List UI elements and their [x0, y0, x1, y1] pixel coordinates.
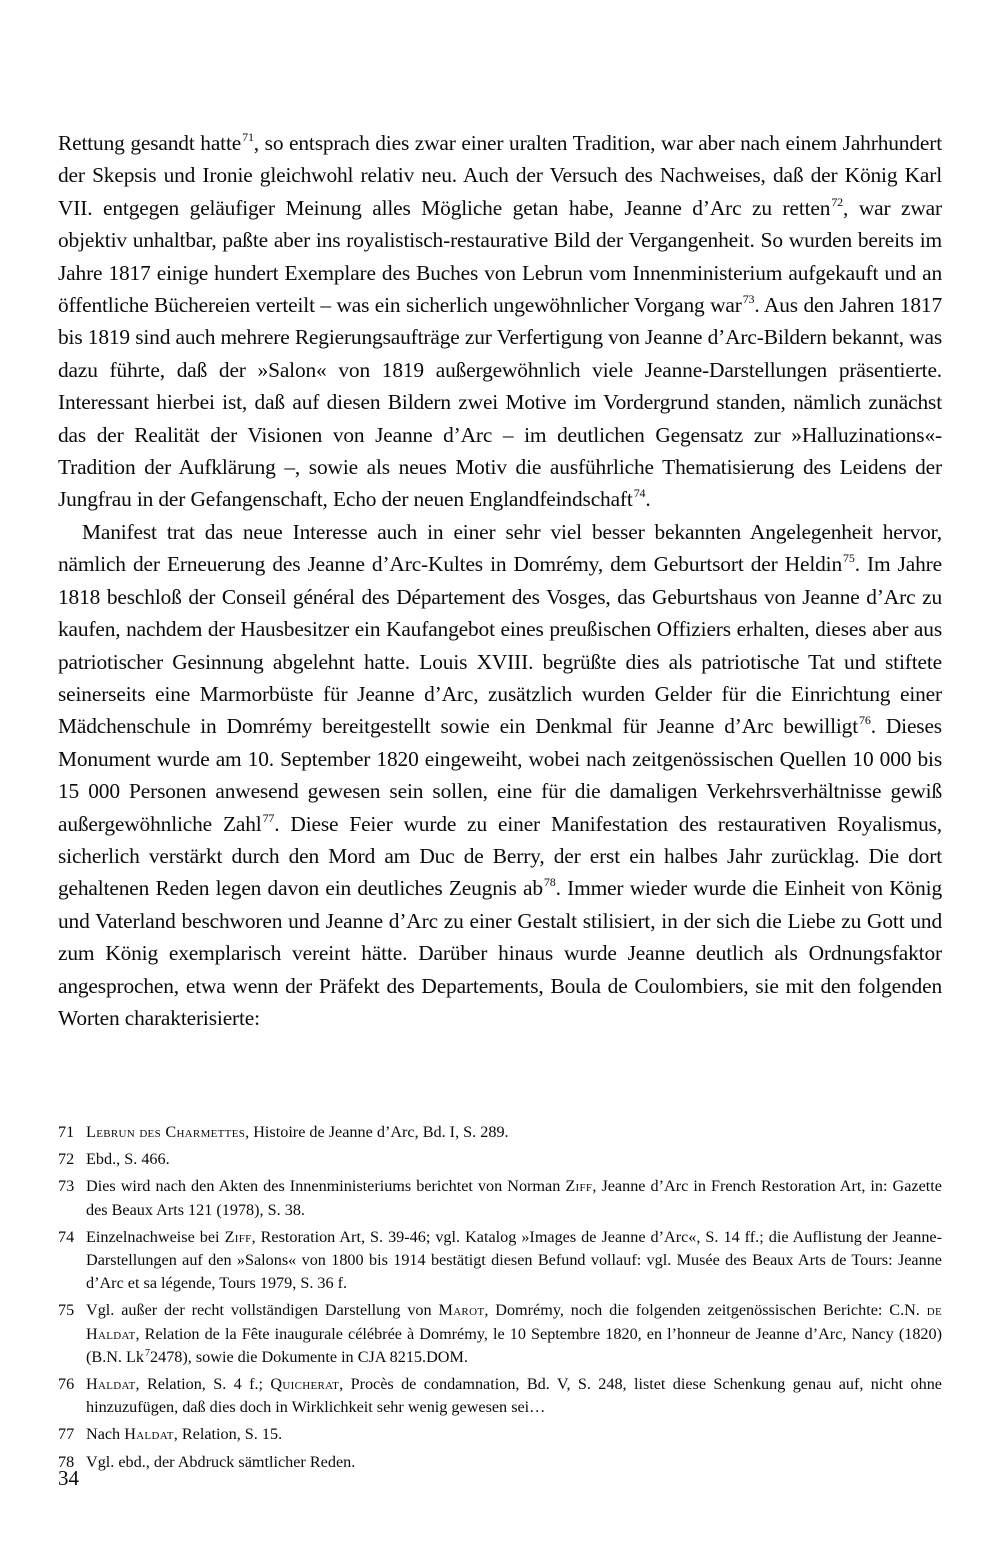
- text-run: . Aus den Jahren 1817 bis 1819 sind auch mehrere Regierungsaufträge zur Verfertigung von Jeanne d’Arc-Bildern bekannt, was dazu führte, daß der »Salon« von 1819 außergewöhnlich viele Jeanne-Darstellungen präsentierte. Interessant hierbei ist, daß auf diesen Bildern zwei Motive im Vordergrund standen, nämlich zunächst das der Realität der Visionen von Jeanne d’Arc – im deutlichen Gegensatz zur »Halluzinations«-Tradition der Aufklärung –, sowie als neues Motiv die ausführliche Thematisierung des Leidens der Jungfrau in der Gefangenschaft, Echo der neuen Englandfeindschaft: [58, 293, 942, 512]
- footnote-text: [86, 1373, 942, 1419]
- author-name: Lebrun des Charmettes: [86, 1123, 246, 1141]
- text-run: , war zwar objektiv unhaltbar, paßte aber ins royalistisch-restaurative Bild der Vergangenheit. So wurden bereits im Jahre 1817 einige hundert Exemplare des Buches von Lebrun vom Innenministerium aufgekauft und an öffentliche Büchereien verteilt – was ein sicherlich ungewöhnlicher Vorgang war: [58, 195, 943, 318]
- footnote-number: 77: [58, 1425, 75, 1444]
- text-run: , Domrémy, noch die folgenden zeitgenössischen Berichte: C.N.: [484, 1301, 927, 1320]
- footnote-ref-75: 75: [843, 551, 855, 566]
- footnote-78: [58, 1451, 942, 1474]
- footnote-number: 75: [58, 1301, 75, 1320]
- text-run: . Dieses Monument wurde am 10. September 1820 eingeweiht, wobei nach zeitgenössischen Quellen 10 000 bis 15 000 Personen anwesend gewesen sein sollen, eine für die damaligen Verkehrsverhältnisse gewiß außergewöhnliche Zahl: [58, 714, 942, 836]
- footnote-number: 72: [58, 1150, 75, 1169]
- page-number: 34: [58, 1466, 79, 1490]
- footnotes: [58, 1121, 942, 1478]
- footnote-75: [58, 1299, 942, 1369]
- text-run: , Restoration Art, S. 39-46; vgl. Katalog »Images de Jeanne d’Arc«, S. 14 ff.; die Auflistung der Jeanne-Darstellungen auf den »Salons« von 1800 bis 1914 bestätigt diesen Befund vollauf: vgl. Musée des Beaux Arts de Tours: Jeanne d’Arc et sa légende, Tours 1979, S. 36 f.: [86, 1227, 942, 1293]
- footnote-ref-74: 74: [633, 486, 646, 501]
- footnote-text: [86, 1121, 942, 1144]
- text-run: Vgl. außer der recht vollständigen Darstellung von: [86, 1301, 439, 1320]
- footnote-74: [58, 1226, 942, 1296]
- footnote-text: [86, 1175, 942, 1221]
- text-run: , Jeanne d’Arc in French Restoration Art, in: Gazette des Beaux Arts 121 (1978), S. 38.: [86, 1177, 942, 1219]
- footnote-number: 73: [58, 1177, 75, 1196]
- footnote-71: [58, 1121, 942, 1144]
- footnote-number: 76: [58, 1375, 75, 1394]
- body-text: [58, 127, 942, 1034]
- superscript: 7: [145, 1347, 150, 1359]
- text-run: , Procès de condamnation, Bd. V, S. 248, listet diese Schenkung genau auf, nicht ohne hinzuzufügen, daß dies doch in Wirklichkeit sehr wenig gewesen sei…: [86, 1375, 942, 1417]
- text-run: 2478), sowie die Dokumente in CJA 8215.DOM.: [150, 1347, 468, 1366]
- text-run: Nach: [86, 1425, 125, 1444]
- text-run: , Relation, S. 15.: [173, 1425, 283, 1444]
- author-name: Ziff: [565, 1177, 593, 1196]
- footnote-ref-78: 78: [543, 875, 556, 890]
- footnote-text: Ebd., S. 466.: [86, 1150, 170, 1169]
- footnote-77: [58, 1423, 942, 1446]
- author-name: de Haldat: [86, 1301, 942, 1343]
- footnote-number: 78: [58, 1452, 75, 1471]
- text-run: , Histoire de Jeanne d’Arc, Bd. I, S. 289.: [245, 1123, 509, 1141]
- text-run: Manifest trat das neue Interesse auch in einer sehr viel besser bekannten Angelegenheit hervor, nämlich der Erneuerung des Jeanne d’Arc-Kultes in Domrémy, dem Geburtsort der Heldin: [58, 519, 942, 577]
- footnote-ref-76: 76: [859, 713, 871, 728]
- author-name: Ziff: [224, 1227, 252, 1246]
- text-run: , Relation, S. 4 f.;: [135, 1375, 271, 1394]
- footnote-ref-73: 73: [742, 292, 755, 307]
- author-name: Haldat: [124, 1425, 174, 1444]
- text-run: Rettung gesandt hatte: [58, 131, 242, 155]
- author-name: Quicherat: [270, 1375, 340, 1394]
- footnote-number: 71: [58, 1123, 75, 1141]
- footnote-76: [58, 1373, 942, 1419]
- footnote-text: [86, 1299, 942, 1369]
- footnote-text: [86, 1423, 942, 1446]
- footnote-ref-71: 71: [242, 130, 254, 144]
- footnote-ref-77: 77: [262, 810, 275, 825]
- text-run: . Im Jahre 1818 beschloß der Conseil général des Département des Vosges, das Geburtshaus von Jeanne d’Arc zu kaufen, nachdem der Hausbesitzer ein Kaufangebot eines preußischen Offiziers erhalten, dieses aber aus patriotischer Gesinnung abgelehnt hatte. Louis XVIII. begrüßte dies als patriotische Tat und stiftete seinerseits eine Marmorbüste für Jeanne d’Arc, zusätzlich wurden Gelder für die Einrichtung einer Mädchenschule in Domrémy bereitgestellt sowie ein Denkmal für Jeanne d’Arc bewilligt: [58, 552, 942, 739]
- text-run: .: [645, 487, 651, 512]
- text-run: . Diese Feier wurde zu einer Manifestation des restaurativen Royalismus, sicherlich verstärkt durch den Mord am Duc de Berry, der erst ein halbes Jahr zurücklag. Die dort gehaltenen Reden legen davon ein deutliches Zeugnis ab: [58, 811, 942, 901]
- author-name: Marot: [438, 1301, 485, 1320]
- text-run: , so entsprach dies zwar einer uralten Tradition, war aber nach einem Jahrhundert der Skepsis und Ironie gleichwohl relativ neu. Auch der Versuch des Nachweises, daß der König Karl VII. entgegen geläufiger Meinung alles Mögliche getan habe, Jeanne d’Arc zu retten: [58, 131, 942, 220]
- paragraph-1: [58, 127, 942, 516]
- text-run: . Immer wieder wurde die Einheit von König und Vaterland beschworen und Jeanne d’Arc zu einer Gestalt stilisiert, in der sich die Liebe zu Gott und zum König exemplarisch vereint hätte. Darüber hinaus wurde Jeanne deutlich als Ordnungsfaktor angesprochen, etwa wenn der Präfekt des Departements, Boula de Coulombiers, sie mit den folgenden Worten charakterisierte:: [58, 876, 942, 1030]
- footnote-ref-72: 72: [831, 194, 844, 209]
- text-run: Einzelnachweise bei: [86, 1227, 225, 1246]
- paragraph-2: [58, 516, 942, 1035]
- text-run: , Relation de la Fête inaugurale célébrée à Domrémy, le 10 Septembre 1820, en l’honneur de Jeanne d’Arc, Nancy (1820) (B.N. Lk: [86, 1324, 942, 1366]
- footnote-number: 74: [58, 1227, 75, 1246]
- footnote-text: [86, 1226, 942, 1296]
- footnote-text: Vgl. ebd., der Abdruck sämtlicher Reden.: [86, 1452, 356, 1471]
- footnote-72: [58, 1148, 942, 1171]
- author-name: Haldat: [86, 1375, 136, 1394]
- text-run: Dies wird nach den Akten des Innenministeriums berichtet von Norman: [86, 1177, 566, 1196]
- footnote-73: [58, 1175, 942, 1221]
